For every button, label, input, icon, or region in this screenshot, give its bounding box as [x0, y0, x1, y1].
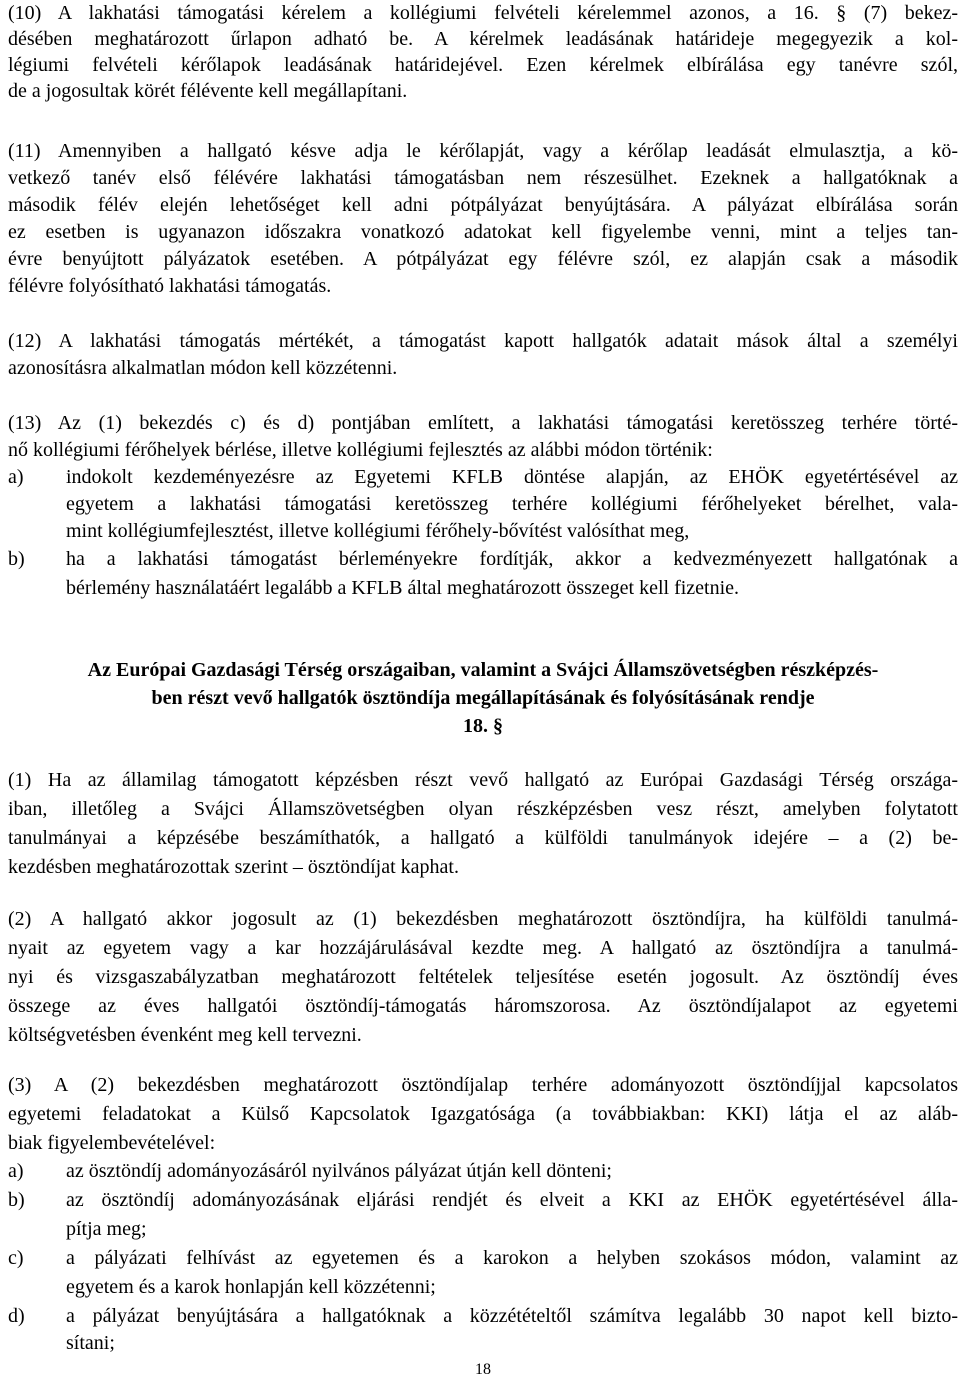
text-line: második félév elején lehetőséget kell adni pótpályázat benyújtására. A pályázat elbírálása során — [8, 194, 958, 216]
text-line: légiumi felvételi kérőlapok leadásának határidejével. Ezen kérelmek elbírálása egy tanévre szól, — [8, 54, 958, 76]
text-line: ez esetben is ugyanazon időszakra vonatkozó adatokat kell figyelembe venni, mint a teljes tan- — [8, 221, 958, 243]
list-label: d) — [8, 1305, 25, 1327]
text-line: biak figyelembevételével: — [8, 1132, 216, 1154]
text-line: (1) Ha az államilag támogatott képzésben részt vevő hallgató az Európai Gazdasági Térség országa- — [8, 769, 958, 791]
text-line: azonosításra alkalmatlan módon kell közzétenni. — [8, 357, 398, 379]
text-line: nyi és vizsgaszabályzatban meghatározott feltételek teljesítése esetén jogosult. Az ösztöndíj éves — [8, 966, 958, 988]
text-line: nyait az egyetem vagy a kar hozzájárulásával kezdte meg. A hallgató az ösztöndíjra a tanulmá- — [8, 937, 958, 959]
text-line: tanulmányai a képzésébe beszámíthatók, a hallgató a külföldi tanulmányok idejére – a (2) be- — [8, 827, 958, 849]
page-number: 18 — [475, 1361, 491, 1378]
list-item-line: a pályázati felhívást az egyetemen és a karokon a helyben szokásos módon, valamint az — [66, 1247, 958, 1269]
text-line: de a jogosultak körét félévente kell megállapítani. — [8, 80, 408, 102]
list-label: b) — [8, 548, 25, 570]
list-item-line: indokolt kezdeményezésre az Egyetemi KFLB döntése alapján, az EHÖK egyetértésével az — [66, 466, 958, 488]
text-line: kezdésben meghatározottak szerint – ösztöndíjat kaphat. — [8, 856, 459, 878]
text-line: iban, illetőleg a Svájci Államszövetségben olyan részképzésben vesz részt, amelyben folytatott — [8, 798, 958, 820]
list-label: c) — [8, 1247, 24, 1269]
section-number: 18. § — [463, 715, 503, 737]
list-item-line: egyetem a lakhatási támogatási keretösszeg terhére kollégiumi férőhelyeket bérelhet, vala- — [66, 493, 958, 515]
text-line: (3) A (2) bekezdésben meghatározott ösztöndíjalap terhére adományozott ösztöndíjjal kapcsolatos — [8, 1074, 958, 1096]
list-item-line: bérlemény használatáért legalább a KFLB által meghatározott összeget kell fizetnie. — [66, 577, 740, 599]
text-line: vetkező tanév első félévére lakhatási támogatásban nem részesülhet. Ezeknek a hallgatóknak a — [8, 167, 958, 189]
list-item-line: az ösztöndíj adományozásáról nyilvános pályázat útján kell dönteni; — [66, 1160, 612, 1182]
text-line: (12) A lakhatási támogatás mértékét, a támogatást kapott hallgatók adatait mások által a személyi — [8, 330, 958, 352]
text-line: (2) A hallgató akkor jogosult az (1) bekezdésben meghatározott ösztöndíjra, ha külföldi tanulmá- — [8, 908, 958, 930]
text-line: désében meghatározott űrlapon adható be. A kérelmek leadásának határideje megegyezik a kol- — [8, 28, 958, 50]
list-item-line: ha a lakhatási támogatást bérleményekre fordítják, akkor a kedvezményezett hallgatónak a — [66, 548, 958, 570]
list-label: b) — [8, 1189, 25, 1211]
list-item-line: a pályázat benyújtására a hallgatóknak a közzétételtől számítva legalább 30 napot kell bizto- — [66, 1305, 958, 1327]
text-line: félévre folyósítható lakhatási támogatás. — [8, 275, 332, 297]
text-line: nő kollégiumi férőhelyek bérlése, illetve kollégiumi fejlesztés az alábbi módon történik: — [8, 439, 713, 461]
text-line: összege az éves hallgatói ösztöndíj-támogatás háromszorosa. Az ösztöndíjalapot az egyetemi — [8, 995, 958, 1017]
list-label: a) — [8, 1160, 24, 1182]
text-line: költségvetésben évenként meg kell tervezni. — [8, 1024, 362, 1046]
text-line: (13) Az (1) bekezdés c) és d) pontjában említett, a lakhatási támogatási keretösszeg terhére törté- — [8, 412, 958, 434]
list-item-line: egyetem és a karok honlapján kell közzétenni; — [66, 1276, 436, 1298]
list-item-line: az ösztöndíj adományozásának eljárási rendjét és elveit a KKI az EHÖK egyetértésével álla- — [66, 1189, 958, 1211]
text-line: egyetemi feladatokat a Külső Kapcsolatok Igazgatósága (a továbbiakban: KKI) látja el az aláb- — [8, 1103, 958, 1125]
list-item-line: pítja meg; — [66, 1218, 147, 1240]
list-item-line: sítani; — [66, 1332, 115, 1354]
text-line: (10) A lakhatási támogatási kérelem a kollégiumi felvételi kérelemmel azonos, a 16. § (7) bekez- — [8, 2, 958, 24]
text-line: évre benyújtott pályázatok esetében. A pótpályázat egy félévre szól, ez alapján csak a második — [8, 248, 958, 270]
section-title-line: ben részt vevő hallgatók ösztöndíja megállapításának és folyósításának rendje — [151, 687, 815, 709]
list-label: a) — [8, 466, 24, 488]
list-item-line: mint kollégiumfejlesztést, illetve kollégiumi férőhely-bővítést valósíthat meg, — [66, 520, 690, 542]
text-line: (11) Amennyiben a hallgató késve adja le kérőlapját, vagy a kérőlap leadását elmulasztja, a kö- — [8, 140, 958, 162]
section-title-line: Az Európai Gazdasági Térség országaiban, valamint a Svájci Államszövetségben részképzés- — [87, 659, 879, 681]
